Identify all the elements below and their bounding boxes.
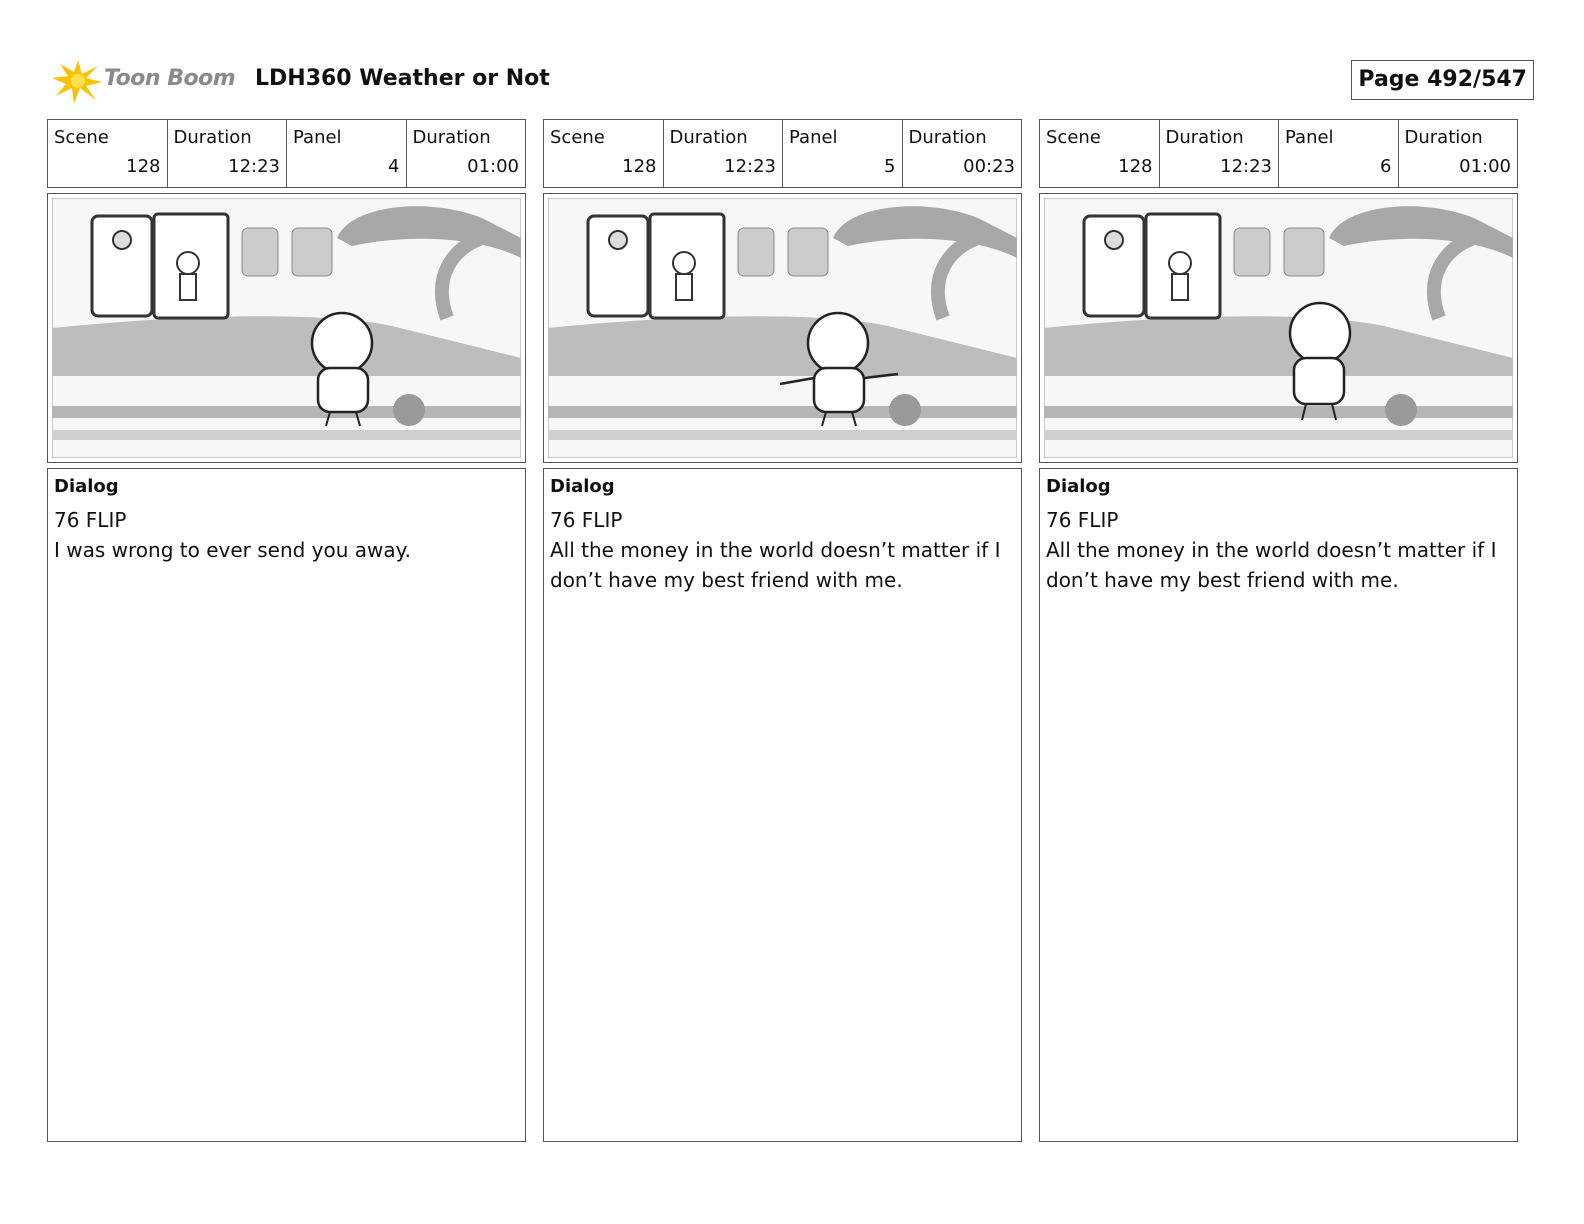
dialog-line: All the money in the world doesn’t matter if I don’t have my best friend with me. bbox=[1046, 538, 1497, 592]
panel-cell bbox=[287, 120, 407, 187]
scene-duration-value: 12:23 bbox=[724, 156, 776, 177]
duration-label: Duration bbox=[1404, 127, 1483, 148]
dialog-text bbox=[550, 505, 1014, 595]
storyboard-sketch-image bbox=[52, 198, 521, 458]
dialog-heading: Dialog bbox=[550, 476, 615, 497]
dialog-box bbox=[47, 468, 526, 1142]
panel-column-2 bbox=[543, 119, 1022, 592]
starburst-logo-icon bbox=[52, 56, 104, 106]
scene-duration-cell bbox=[168, 120, 288, 187]
scene-cell bbox=[48, 120, 168, 187]
scene-value: 128 bbox=[1118, 156, 1153, 177]
scene-cell bbox=[1040, 120, 1160, 187]
page-header bbox=[52, 56, 1534, 106]
duration-label: Duration bbox=[1165, 127, 1244, 148]
storyboard-sketch-image bbox=[548, 198, 1017, 458]
panel-value: 6 bbox=[1380, 156, 1392, 177]
logo-text: Toon Boom bbox=[104, 66, 236, 91]
scene-value: 128 bbox=[126, 156, 161, 177]
duration-label: Duration bbox=[412, 127, 491, 148]
dialog-heading: Dialog bbox=[54, 476, 119, 497]
panel-duration-cell bbox=[1399, 120, 1518, 187]
storyboard-title: LDH360 Weather or Not bbox=[255, 66, 550, 91]
dialog-line: I was wrong to ever send you away. bbox=[54, 538, 411, 562]
dialog-heading: Dialog bbox=[1046, 476, 1111, 497]
panel-column-1 bbox=[47, 119, 526, 562]
panel-duration-value: 01:00 bbox=[467, 156, 519, 177]
duration-label: Duration bbox=[908, 127, 987, 148]
panel-label: Panel bbox=[789, 127, 838, 148]
panel-info bbox=[543, 119, 1022, 188]
panel-column-3 bbox=[1039, 119, 1518, 592]
panel-duration-value: 01:00 bbox=[1459, 156, 1511, 177]
panel-label: Panel bbox=[293, 127, 342, 148]
panel-value: 4 bbox=[388, 156, 400, 177]
scene-label: Scene bbox=[1046, 127, 1101, 148]
duration-label: Duration bbox=[669, 127, 748, 148]
dialog-line: 76 FLIP bbox=[54, 508, 127, 532]
dialog-box bbox=[1039, 468, 1518, 1142]
duration-label: Duration bbox=[173, 127, 252, 148]
page-number: Page 492/547 bbox=[1351, 60, 1534, 100]
toon-boom-logo bbox=[52, 56, 242, 106]
scene-duration-value: 12:23 bbox=[228, 156, 280, 177]
panel-duration-value: 00:23 bbox=[963, 156, 1015, 177]
dialog-text bbox=[54, 505, 518, 565]
storyboard-sketch-image bbox=[1044, 198, 1513, 458]
dialog-box bbox=[543, 468, 1022, 1142]
scene-label: Scene bbox=[54, 127, 109, 148]
panel-duration-cell bbox=[903, 120, 1022, 187]
panel-info bbox=[1039, 119, 1518, 188]
scene-cell bbox=[544, 120, 664, 187]
dialog-text bbox=[1046, 505, 1510, 595]
panel-value: 5 bbox=[884, 156, 896, 177]
panel-duration-cell bbox=[407, 120, 526, 187]
panel-frame bbox=[1039, 193, 1518, 463]
panel-cell bbox=[783, 120, 903, 187]
dialog-line: 76 FLIP bbox=[550, 508, 623, 532]
dialog-line: 76 FLIP bbox=[1046, 508, 1119, 532]
scene-value: 128 bbox=[622, 156, 657, 177]
panel-label: Panel bbox=[1285, 127, 1334, 148]
dialog-line: All the money in the world doesn’t matter if I don’t have my best friend with me. bbox=[550, 538, 1001, 592]
scene-duration-value: 12:23 bbox=[1220, 156, 1272, 177]
scene-duration-cell bbox=[1160, 120, 1280, 187]
panel-frame bbox=[543, 193, 1022, 463]
scene-label: Scene bbox=[550, 127, 605, 148]
scene-duration-cell bbox=[664, 120, 784, 187]
panel-frame bbox=[47, 193, 526, 463]
panel-info bbox=[47, 119, 526, 188]
panel-cell bbox=[1279, 120, 1399, 187]
